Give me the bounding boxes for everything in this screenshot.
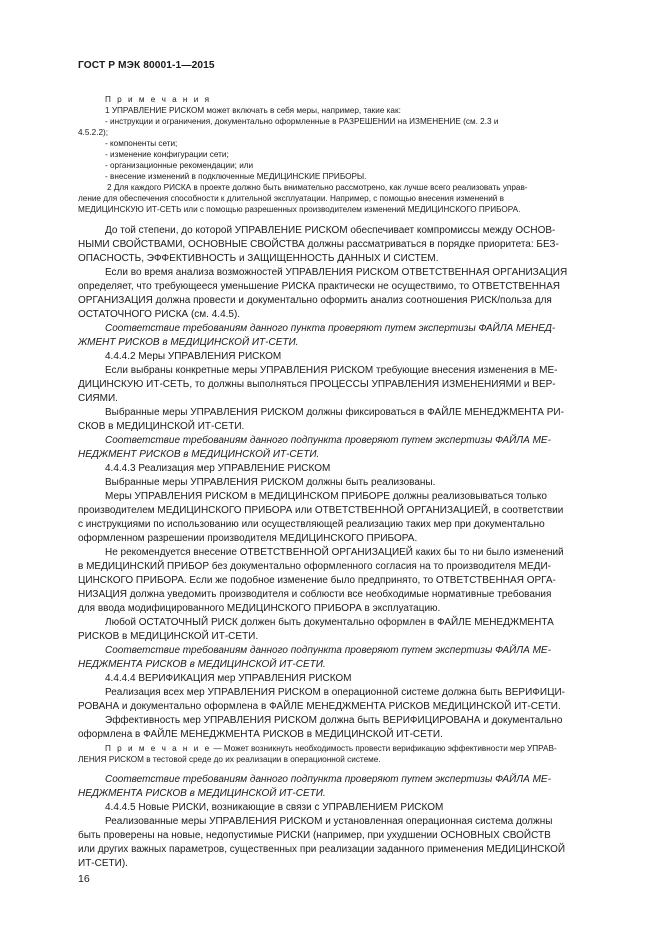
paragraph-line: Если во время анализа возможностей УПРАВЛЕНИЯ РИСКОМ ОТВЕТСТВЕННАЯ ОРГАНИЗАЦИЯ: [105, 267, 568, 278]
note-line: 1 УПРАВЛЕНИЕ РИСКОМ может включать в себя меры, например, такие как:: [105, 106, 401, 115]
compliance-line: Соответствие требованиям данного подпункта проверяют путем экспертизы ФАЙЛА МЕ-: [105, 645, 551, 656]
paragraph-line: РИСКОВ в МЕДИЦИНСКОЙ ИТ-СЕТИ.: [78, 631, 259, 642]
paragraph-line: Любой ОСТАТОЧНЫЙ РИСК должен быть документально оформлен в ФАЙЛЕ МЕНЕДЖМЕНТА: [105, 617, 554, 628]
paragraph-line: оформленном разрешении производителя МЕДИЦИНСКОГО ПРИБОРА.: [78, 533, 418, 544]
paragraph-line: СКОВ в МЕДИЦИНСКОЙ ИТ-СЕТИ.: [78, 421, 245, 432]
paragraph-line: определяет, что требующееся уменьшение РИСКА практически не осуществимо, то ОТВЕТСТВЕННАЯ: [78, 281, 561, 292]
section-heading: 4.4.4.3 Реализация мер УПРАВЛЕНИЕ РИСКОМ: [105, 463, 331, 474]
paragraph-line: для ввода модифицированного МЕДИЦИНСКОГО ПРИБОРА в эксплуатацию.: [78, 603, 441, 614]
page-number: 16: [78, 873, 90, 885]
paragraph-line: ОРГАНИЗАЦИЯ должна провести и документально оформить анализ соотношения РИСК/польза для: [78, 295, 552, 306]
document-header: ГОСТ Р МЭК 80001-1—2015: [78, 60, 215, 71]
paragraph-line: быть проверены на новые, недопустимые РИСКИ (например, при ухудшении ОСНОВНЫХ СВОЙСТВ: [78, 830, 551, 841]
section-heading: 4.4.4.4 ВЕРИФИКАЦИЯ мер УПРАВЛЕНИЯ РИСКОМ: [105, 673, 352, 684]
section-heading: 4.4.4.2 Меры УПРАВЛЕНИЯ РИСКОМ: [105, 351, 282, 362]
compliance-line: НЕДЖМЕНТА РИСКОВ в МЕДИЦИНСКОЙ ИТ-СЕТИ.: [78, 659, 326, 670]
note-line: 4.5.2.2);: [78, 128, 109, 137]
note-line: ление для обеспечения способности к длительной эксплуатации. Например, с помощью внесения изменений в: [78, 194, 504, 203]
compliance-line: Соответствие требованиям данного подпункта проверяют путем экспертизы ФАЙЛА МЕ-: [105, 435, 551, 446]
paragraph-line: Эффективность мер УПРАВЛЕНИЯ РИСКОМ должна быть ВЕРИФИЦИРОВАНА и документально: [105, 715, 563, 726]
note-line: - внесение изменений в подключенные МЕДИЦИНСКИЕ ПРИБОРЫ.: [105, 172, 367, 181]
note-text: — Может возникнуть необходимость провести верификацию эффективности мер УПРАВ-: [213, 744, 557, 753]
paragraph-line: ОСТАТОЧНОГО РИСКА (см. 4.4.5).: [78, 309, 241, 320]
paragraph-line: ОПАСНОСТЬ, ЭФФЕКТИВНОСТЬ и ЗАЩИЩЕННОСТЬ ДАННЫХ И СИСТЕМ.: [78, 253, 439, 264]
paragraph-line: производителем МЕДИЦИНСКОГО ПРИБОРА или ОТВЕТСТВЕННОЙ ОРГАНИЗАЦИЕЙ, в соответствии: [78, 505, 564, 516]
paragraph-line: Выбранные меры УПРАВЛЕНИЯ РИСКОМ должны быть реализованы.: [105, 477, 436, 488]
paragraph-line: До той степени, до которой УПРАВЛЕНИЕ РИСКОМ обеспечивает компромиссы между ОСНОВ-: [105, 225, 556, 236]
compliance-line: НЕДЖМЕНТА РИСКОВ в МЕДИЦИНСКОЙ ИТ-СЕТИ.: [78, 788, 326, 799]
note-line: - компоненты сети;: [105, 139, 178, 148]
note-line: МЕДИЦИНСКУЮ ИТ-СЕТЬ или с помощью разрешенных производителем изменений МЕДИЦИНСКОГО ПРИБОРА.: [78, 205, 521, 214]
paragraph-line: Выбранные меры УПРАВЛЕНИЯ РИСКОМ должны фиксироваться в ФАЙЛЕ МЕНЕДЖМЕНТА РИ-: [105, 407, 564, 418]
compliance-line: НЕДЖМЕНТ РИСКОВ в МЕДИЦИНСКОЙ ИТ-СЕТИ.: [78, 449, 320, 460]
paragraph-line: оформлена в ФАЙЛЕ МЕНЕДЖМЕНТА РИСКОВ в МЕДИЦИНСКОЙ ИТ-СЕТИ.: [78, 729, 443, 740]
paragraph-line: Если выбраны конкретные меры УПРАВЛЕНИЯ РИСКОМ требующие внесения изменения в МЕ-: [105, 365, 558, 376]
paragraph-line: Реализация всех мер УПРАВЛЕНИЯ РИСКОМ в операционной системе должна быть ВЕРИФИЦИ-: [105, 687, 565, 698]
paragraph-line: Реализованные меры УПРАВЛЕНИЯ РИСКОМ и установленная операционная система должны: [105, 816, 553, 827]
compliance-line: Соответствие требованиям данного подпункта проверяют путем экспертизы ФАЙЛА МЕ-: [105, 774, 551, 785]
compliance-line: Соответствие требованиям данного пункта проверяют путем экспертизы ФАЙЛА МЕНЕД-: [105, 323, 556, 334]
paragraph-line: НИЗАЦИЯ должна уведомить производителя и соблюсти все необходимые нормативные требования: [78, 589, 552, 600]
paragraph-line: Не рекомендуется внесение ОТВЕТСТВЕННОЙ ОРГАНИЗАЦИЕЙ каких бы то ни было изменений: [105, 547, 564, 558]
paragraph-line: ЦИНСКОГО ПРИБОРА. Если же подобное изменение было предпринято, то ОТВЕТСТВЕННАЯ ОРГА-: [78, 575, 556, 586]
note-line: - организационные рекомендации; или: [105, 161, 254, 170]
paragraph-line: ИТ-СЕТИ).: [78, 858, 128, 869]
paragraph-line: Меры УПРАВЛЕНИЯ РИСКОМ в МЕДИЦИНСКОМ ПРИБОРЕ должны реализовываться только: [105, 491, 547, 502]
paragraph-line: или других важных параметров, существенных при реализации заданного применения МЕДИЦИНСКОЙ: [78, 844, 566, 855]
note-line: 2 Для каждого РИСКА в проекте должно быть внимательно рассмотрено, как лучше всего реализовать управ-: [107, 183, 528, 192]
note-text: ЛЕНИЯ РИСКОМ в тестовой среде до их реализации в операционной системе.: [78, 755, 381, 764]
note-line: - инструкции и ограничения, документально оформленные в РАЗРЕШЕНИИ на ИЗМЕНЕНИЕ (см. 2.3 и: [105, 117, 499, 126]
paragraph-line: РОВАНА и документально оформлена в ФАЙЛЕ МЕНЕДЖМЕНТА РИСКОВ МЕДИЦИНСКОЙ ИТ-СЕТИ.: [78, 701, 561, 712]
notes-label: П р и м е ч а н и я: [105, 95, 212, 104]
paragraph-line: НЫМИ СВОЙСТВАМИ, ОСНОВНЫЕ СВОЙСТВА должны рассматриваться в порядке приоритета: БЕЗ-: [78, 239, 559, 250]
note-label: П р и м е ч а н и е: [105, 744, 212, 753]
paragraph-line: с инструкциями по использованию или осуществляющей реализацию таких мер при документально: [78, 519, 545, 530]
compliance-line: ЖМЕНТ РИСКОВ в МЕДИЦИНСКОЙ ИТ-СЕТИ.: [78, 337, 299, 348]
section-heading: 4.4.4.5 Новые РИСКИ, возникающие в связи с УПРАВЛЕНИЕМ РИСКОМ: [105, 802, 444, 813]
paragraph-line: в МЕДИЦИНСКИЙ ПРИБОР без документально оформленного согласия на то производителя МЕДИ-: [78, 561, 551, 572]
note-line: - изменение конфигурации сети;: [105, 150, 229, 159]
paragraph-line: СИЯМИ.: [78, 393, 118, 404]
paragraph-line: ДИЦИНСКУЮ ИТ-СЕТЬ, то должны выполняться ПРОЦЕССЫ УПРАВЛЕНИЯ ИЗМЕНЕНИЯМИ и ВЕР-: [78, 379, 556, 390]
